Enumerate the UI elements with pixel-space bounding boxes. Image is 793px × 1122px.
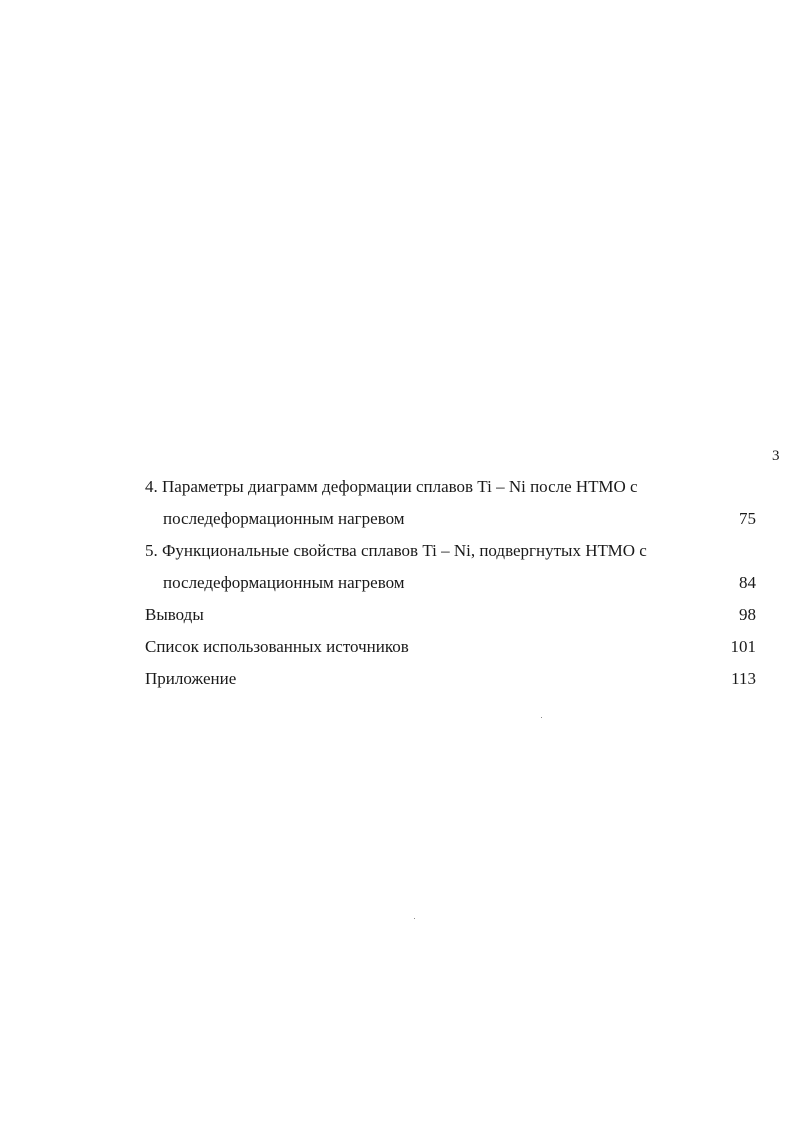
toc-entry-5-page: 84 bbox=[739, 573, 756, 592]
toc-entry-conclusions: Выводы bbox=[145, 605, 204, 624]
toc-entry-4-page: 75 bbox=[739, 509, 756, 528]
toc-entry-appendix: Приложение bbox=[145, 669, 237, 688]
toc-entry-4-line1: 4. Параметры диаграмм деформации сплавов Ti – Ni после НТМО с bbox=[145, 477, 638, 496]
scan-speck bbox=[541, 717, 542, 718]
toc-entry-5-line2: последеформационным нагревом bbox=[163, 573, 405, 592]
toc-entry-conclusions-page: 98 bbox=[739, 605, 756, 624]
page-number: 3 bbox=[772, 448, 780, 464]
scan-speck bbox=[414, 918, 415, 919]
toc-entry-5-line1: 5. Функциональные свойства сплавов Ti – Ni, подвергнутых НТМО с bbox=[145, 541, 647, 560]
toc-entry-4-line2: последеформационным нагревом bbox=[163, 509, 405, 528]
toc-entry-references-page: 101 bbox=[730, 637, 756, 656]
toc-entry-appendix-page: 113 bbox=[731, 669, 756, 688]
toc-entry-references: Список использованных источников bbox=[145, 637, 409, 656]
